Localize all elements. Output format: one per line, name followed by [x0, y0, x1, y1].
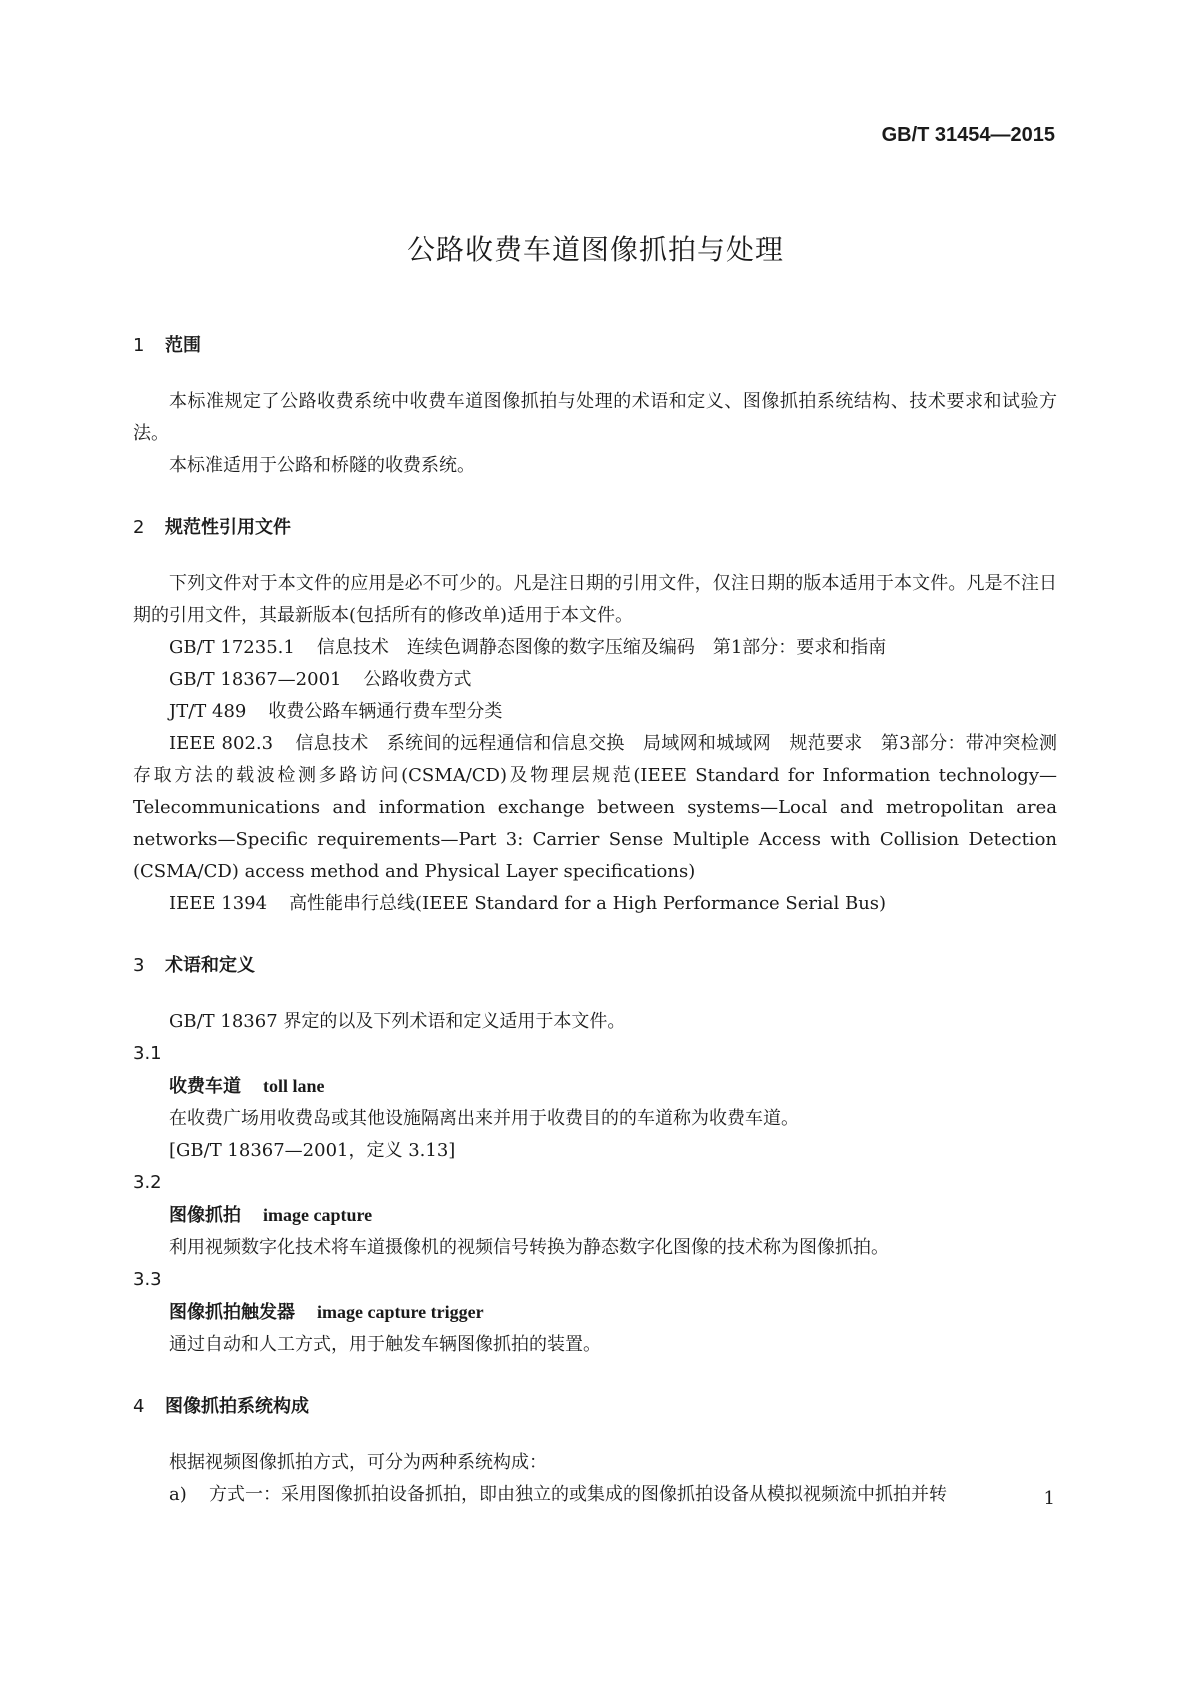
standard-code: GB/T 31454—2015	[881, 124, 1055, 146]
reference-item: GB/T 17235.1 信息技术 连续色调静态图像的数字压缩及编码 第1部分：要求和指南	[169, 637, 887, 658]
reference-item: IEEE 1394 高性能串行总线(IEEE Standard for a High Performance Serial Bus)	[169, 893, 887, 914]
section-2-intro: 下列文件对于本文件的应用是必不可少的。凡是注日期的引用文件，仅注日期的版本适用于本文件。凡是不注日期的引用文件，其最新版本(包括所有的修改单)适用于本文件。	[133, 573, 1057, 626]
term-source: [GB/T 18367—2001，定义 3.13]	[169, 1140, 456, 1161]
section-3-heading: 3 术语和定义	[133, 955, 255, 976]
list-item: a) 方式一：采用图像抓拍设备抓拍，即由独立的或集成的图像抓拍设备从模拟视频流中抓拍并转	[169, 1484, 947, 1505]
term-name: 收费车道 toll lane	[169, 1076, 325, 1097]
document-body	[133, 330, 1057, 1511]
page-title: 公路收费车道图像抓拍与处理	[406, 233, 784, 266]
term-name: 图像抓拍 image capture	[169, 1205, 373, 1226]
reference-item: JT/T 489 收费公路车辆通行费车型分类	[169, 701, 503, 722]
reference-item: GB/T 18367—2001 公路收费方式	[169, 669, 472, 690]
section-3-intro: GB/T 18367 界定的以及下列术语和定义适用于本文件。	[169, 1011, 626, 1032]
section-1-heading: 1 范围	[133, 335, 201, 356]
term-definition: 利用视频数字化技术将车道摄像机的视频信号转换为静态数字化图像的技术称为图像抓拍。	[169, 1237, 889, 1258]
section-4-intro: 根据视频图像抓拍方式，可分为两种系统构成：	[169, 1452, 547, 1473]
section-4-heading: 4 图像抓拍系统构成	[133, 1396, 309, 1417]
term-number: 3.3	[133, 1269, 162, 1290]
term-number: 3.1	[133, 1043, 162, 1064]
section-1-paragraph: 本标准规定了公路收费系统中收费车道图像抓拍与处理的术语和定义、图像抓拍系统结构、技术要求和试验方法。	[133, 391, 1057, 444]
page-number: 1	[1043, 1488, 1055, 1509]
term-definition: 通过自动和人工方式，用于触发车辆图像抓拍的装置。	[169, 1334, 601, 1355]
section-1-paragraph: 本标准适用于公路和桥隧的收费系统。	[169, 455, 475, 476]
reference-item: IEEE 802.3 信息技术 系统间的远程通信和信息交换 局域网和城域网 规范要求 第3部分：带冲突检测存取方法的载波检测多路访问(CSMA/CD)及物理层规范(IEEE Standard for Information technology—Telecommunications and information exchange between systems—Local and metropolitan area networks—Specific requirements—Part 3: Carrier Sense Multiple Access with Collision Detection (CSMA/CD) access method and Physical Layer specifications)	[133, 733, 1057, 882]
term-number: 3.2	[133, 1172, 162, 1193]
term-definition: 在收费广场用收费岛或其他设施隔离出来并用于收费目的的车道称为收费车道。	[169, 1108, 799, 1129]
section-2-heading: 2 规范性引用文件	[133, 517, 291, 538]
term-name: 图像抓拍触发器 image capture trigger	[169, 1302, 484, 1323]
